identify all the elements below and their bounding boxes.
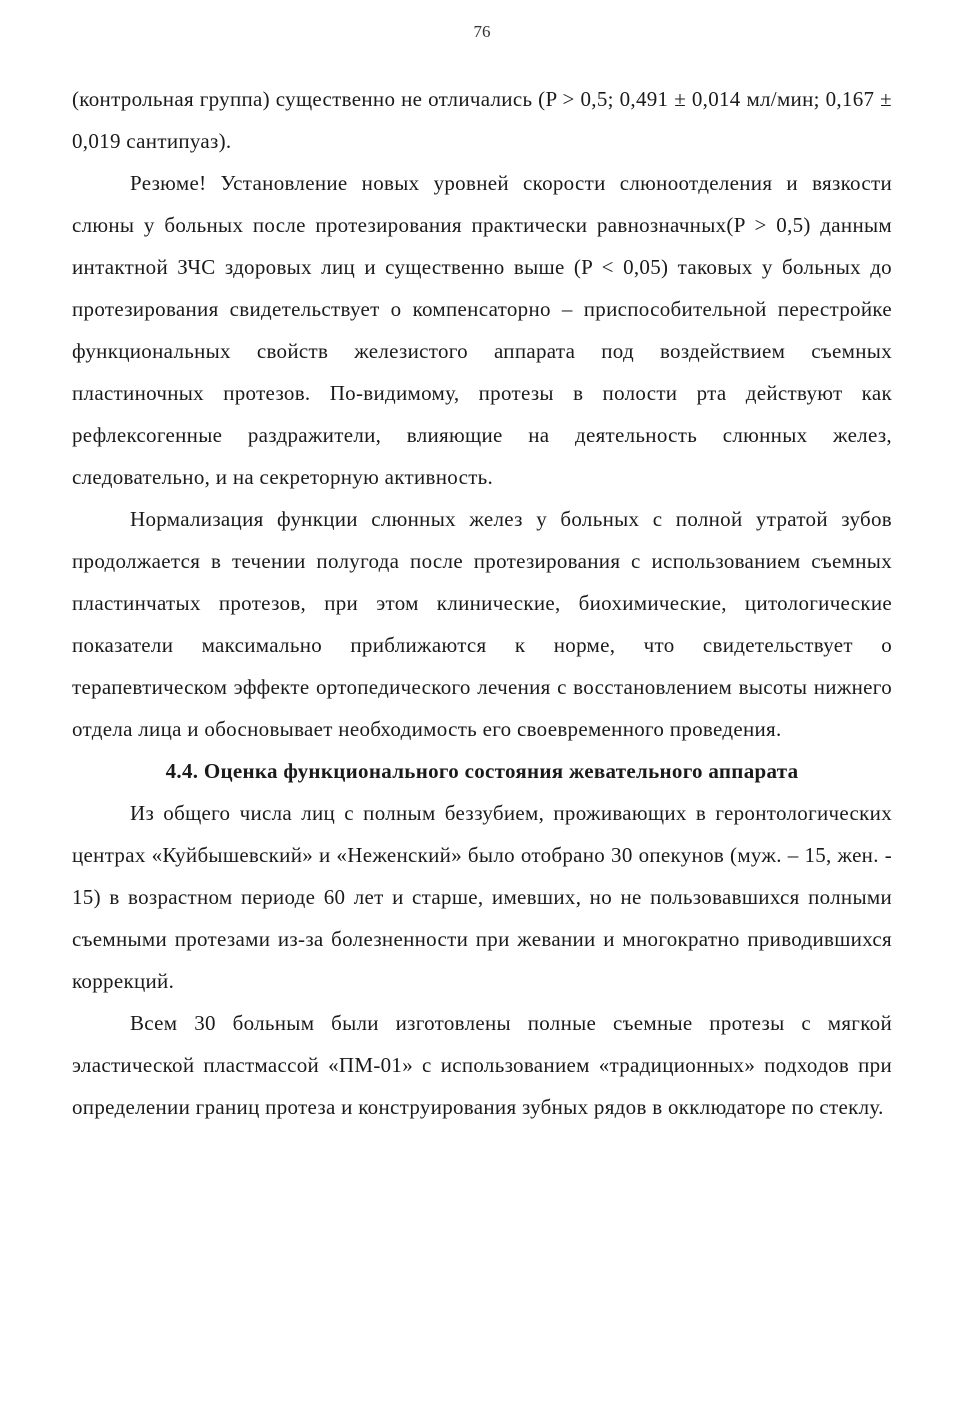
paragraph-1: (контрольная группа) существенно не отличались (P > 0,5; 0,491 ± 0,014 мл/мин; 0,167 ± 0,019 сантипуаз).: [72, 87, 892, 153]
paragraph-3: Нормализация функции слюнных желез у больных с полной утратой зубов продолжается в течении полугода после протезирования с использованием съемных пластинчатых протезов, при этом клинические, биохимические, цитологические показатели максимально приближаются к норме, что свидетельствует о терапевтическом эффекте ортопедического лечения с восстановлением высоты нижнего отдела лица и обосновывает необходимость его своевременного проведения.: [72, 507, 892, 741]
page-number: 76: [473, 22, 491, 41]
paragraph-5: Всем 30 больным были изготовлены полные съемные протезы с мягкой эластической пластмассой «ПМ-01» с использованием «традиционных» подходов при определении границ протеза и конструирования зубных рядов в окклюдаторе по стеклу.: [72, 1011, 892, 1119]
paragraph-4: Из общего числа лиц с полным беззубием, проживающих в геронтологических центрах «Куйбышевский» и «Неженский» было отобрано 30 опекунов (муж. – 15, жен. - 15) в возрастном периоде 60 лет и старше, имевших, но не пользовавшихся полными съемными протезами из-за болезненности при жевании и многократно приводившихся коррекций.: [72, 801, 892, 993]
section-heading: 4.4. Оценка функционального состояния жевательного аппарата: [165, 759, 799, 783]
paragraph-2: Резюме! Установление новых уровней скорости слюноотделения и вязкости слюны у больных после протезирования практически равнозначных(P > 0,5) данным интактной ЗЧС здоровых лиц и существенно выше (P < 0,05) таковых у больных до протезирования свидетельствует о компенсаторно – приспособительной перестройке функциональных свойств железистого аппарата под воздействием съемных пластиночных протезов. По-видимому, протезы в полости рта действуют как рефлексогенные раздражители, влияющие на деятельность слюнных желез, следовательно, и на секреторную активность.: [72, 171, 892, 489]
body-text: [72, 78, 892, 1128]
